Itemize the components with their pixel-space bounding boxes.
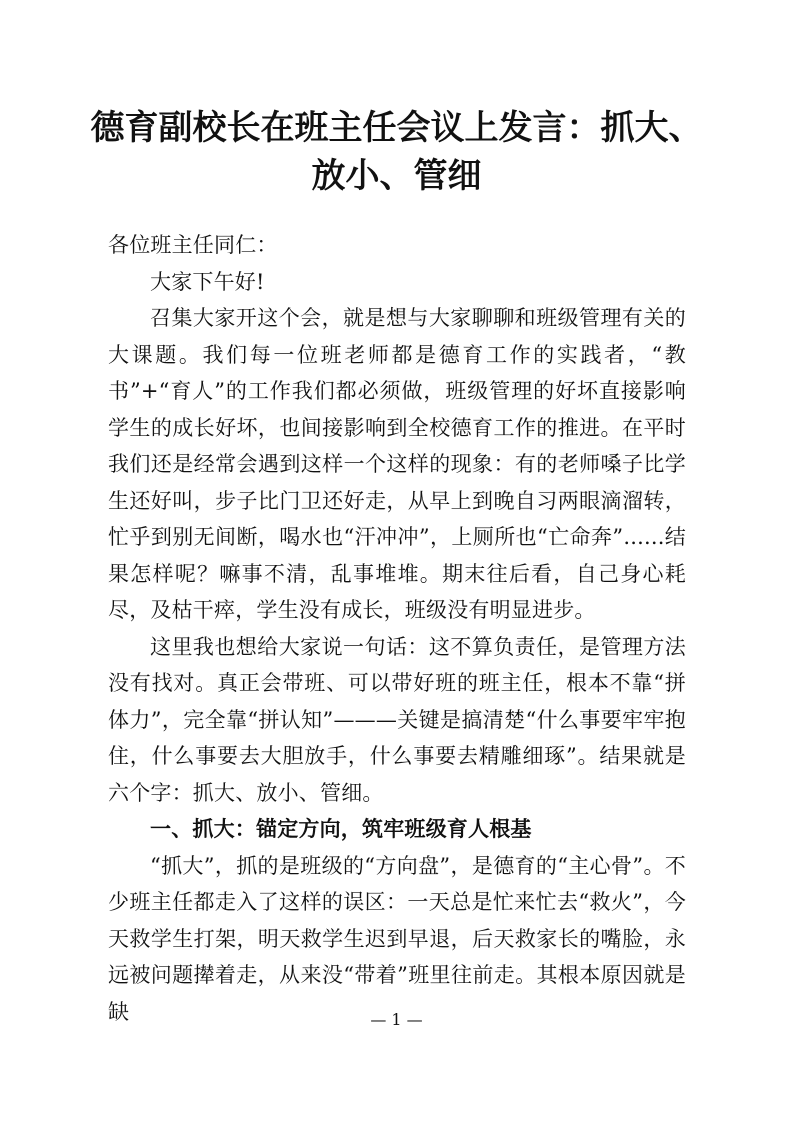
document-body	[108, 227, 686, 1030]
paragraph-3: “抓大”，抓的是班级的“方向盘”，是德育的“主心骨”。不少班主任都走入了这样的误区：一天总是忙来忙去“救火”，今天救学生打架，明天救学生迟到早退，后天救家长的嘴脸，永远被问题撵着走，从来没“带着”班里往前走。其根本原因就是缺	[108, 853, 686, 1024]
salutation: 各位班主任同仁：	[108, 233, 278, 257]
greeting: 大家下午好!	[150, 269, 265, 294]
page-number: — 1 —	[370, 1010, 423, 1029]
paragraph-2: 这里我也想给大家说一句话：这不算负责任，是管理方法没有找对。真正会带班、可以带好班的班主任，根本不靠“拼体力”，完全靠“拼认知”———关键是搞清楚“什么事要牢牢抱住，什么事要去大胆放手，什么事要去精雕细琢”。结果就是六个字：抓大、放小、管细。	[108, 634, 686, 805]
document-title: 德育副校长在班主任会议上发言：抓大、放小、管细	[90, 108, 703, 196]
section-heading-1: 一、抓大：锚定方向，筑牢班级育人根基	[150, 817, 532, 841]
paragraph-1: 召集大家开这个会，就是想与大家聊聊和班级管理有关的大课题。我们每一位班老师都是德育工作的实践者，“教书”+“育人”的工作我们都必须做，班级管理的好坏直接影响学生的成长好坏，也间接影响到全校德育工作的推进。在平时我们还是经常会遇到这样一个这样的现象：有的老师嗓子比学生还好叫，步子比门卫还好走，从早上到晚自习两眼滴溜转，忙乎到别无间断，喝水也“汗冲冲”，上厕所也“亡命奔”......结果怎样呢？嘛事不清，乱事堆堆。期末往后看，自己身心耗尽，及枯干瘁，学生没有成长，班级没有明显进步。	[108, 306, 686, 622]
